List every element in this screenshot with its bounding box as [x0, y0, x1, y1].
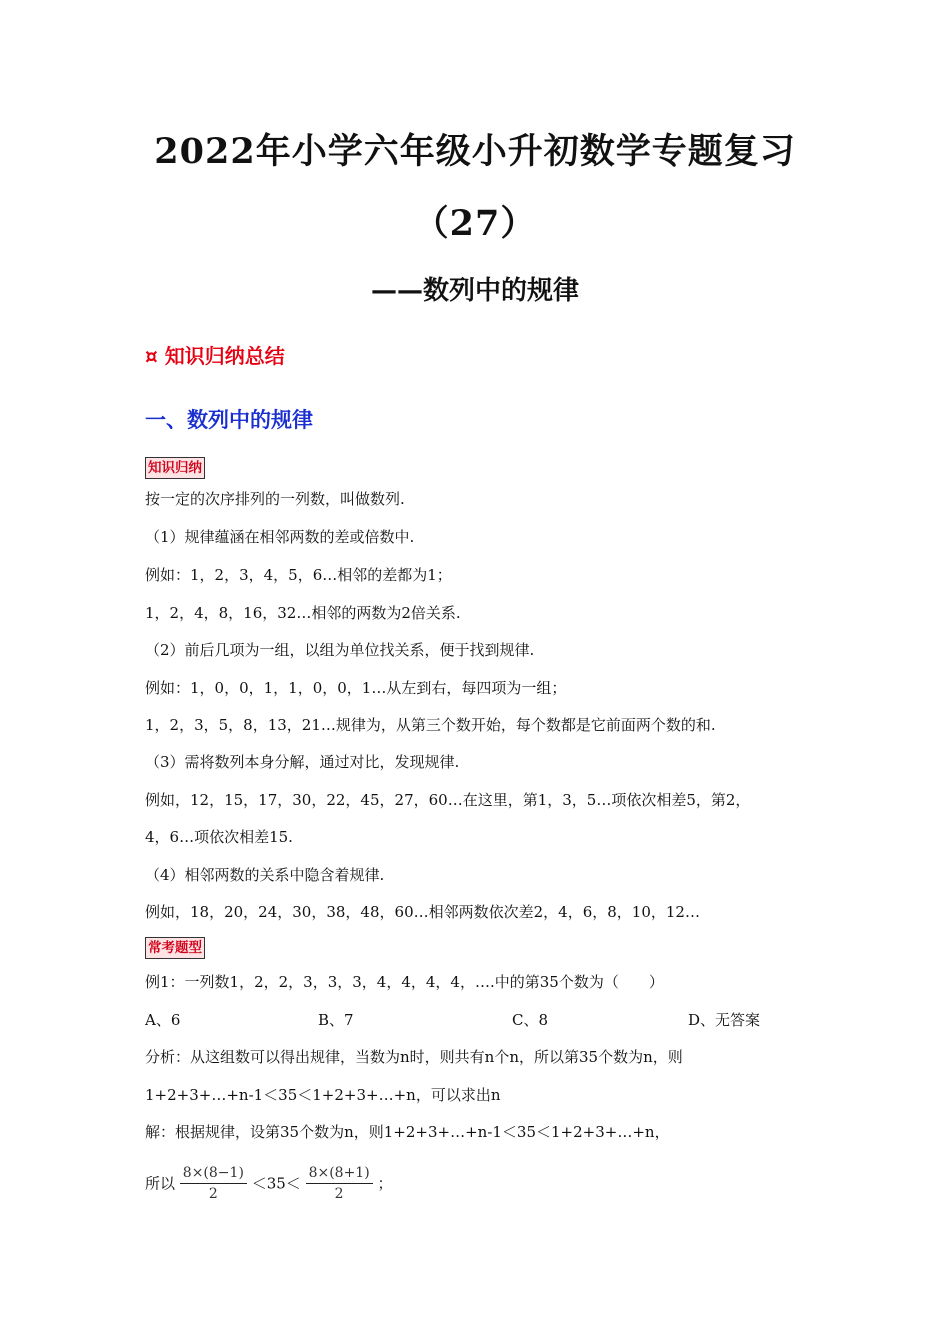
page-title-number: （27） — [413, 203, 537, 244]
option-c: C、8 — [512, 1011, 549, 1029]
knowledge-line: 4，6…项依次相差15. — [145, 828, 293, 846]
knowledge-line: （2）前后几项为一组，以组为单位找关系，便于找到规律. — [145, 641, 535, 659]
knowledge-line: 1，2，3，5，8，13，21…规律为，从第三个数开始，每个数都是它前面两个数的和. — [145, 716, 716, 734]
knowledge-line: 例如：1，0，0，1，1，0，0，1…从左到右，每四项为一组； — [145, 679, 567, 697]
fraction-upper — [306, 1163, 373, 1204]
analysis-line: 分析：从这组数可以得出规律，当数为n时，则共有n个n，所以第35个数为n，则 — [145, 1048, 683, 1066]
knowledge-line: 例如，18，20，24，30，38，48，60…相邻两数依次差2，4，6，8，10，12… — [145, 903, 700, 921]
fraction-lower — [180, 1163, 247, 1204]
section-summary-label: 知识归纳总结 — [164, 344, 285, 368]
fraction-numerator: 8×(8+1) — [306, 1163, 373, 1184]
so-prefix: 所以 — [145, 1174, 176, 1193]
knowledge-tag: 知识归纳 — [145, 457, 205, 479]
fraction-denominator: 2 — [208, 1186, 218, 1202]
solution-fraction-line — [145, 1163, 392, 1204]
section-marker: ¤ — [145, 344, 158, 368]
fraction-numerator: 8×(8−1) — [180, 1163, 247, 1184]
example-question: 例1：一列数1，2，2，3，3，3，4，4，4，4，….中的第35个数为（ ） — [145, 973, 664, 991]
section-one-heading: 一、数列中的规律 — [145, 408, 313, 432]
option-d: D、无答案 — [688, 1011, 761, 1029]
common-questions-tag: 常考题型 — [145, 937, 205, 959]
inequality-middle: ＜35＜ — [251, 1174, 301, 1193]
solution-line: 解：根据规律，设第35个数为n，则1+2+3+…+n-1＜35＜1+2+3+…+n， — [145, 1123, 670, 1141]
knowledge-line: 例如，12，15，17，30，22，45，27，60…在这里，第1，3，5…项依次相差5，第2， — [145, 791, 751, 809]
fraction-denominator: 2 — [334, 1186, 344, 1202]
page-subtitle: ——数列中的规律 — [370, 276, 579, 306]
knowledge-line: （3）需将数列本身分解，通过对比，发现规律. — [145, 753, 460, 771]
knowledge-line: （1）规律蕴涵在相邻两数的差或倍数中. — [145, 528, 415, 546]
option-a: A、6 — [145, 1011, 181, 1029]
page-title: 2022年小学六年级小升初数学专题复习 — [154, 131, 796, 172]
analysis-line: 1+2+3+…+n-1＜35＜1+2+3+…+n，可以求出n — [145, 1086, 501, 1104]
section-summary-heading — [145, 340, 285, 369]
knowledge-line: 例如：1，2，3，4，5，6…相邻的差都为1； — [145, 566, 452, 584]
line-end: ； — [377, 1174, 393, 1193]
knowledge-line: 1，2，4，8，16，32…相邻的两数为2倍关系. — [145, 604, 461, 622]
knowledge-line: （4）相邻两数的关系中隐含着规律. — [145, 866, 385, 884]
knowledge-line: 按一定的次序排列的一列数，叫做数列. — [145, 490, 405, 508]
option-b: B、7 — [318, 1011, 354, 1029]
